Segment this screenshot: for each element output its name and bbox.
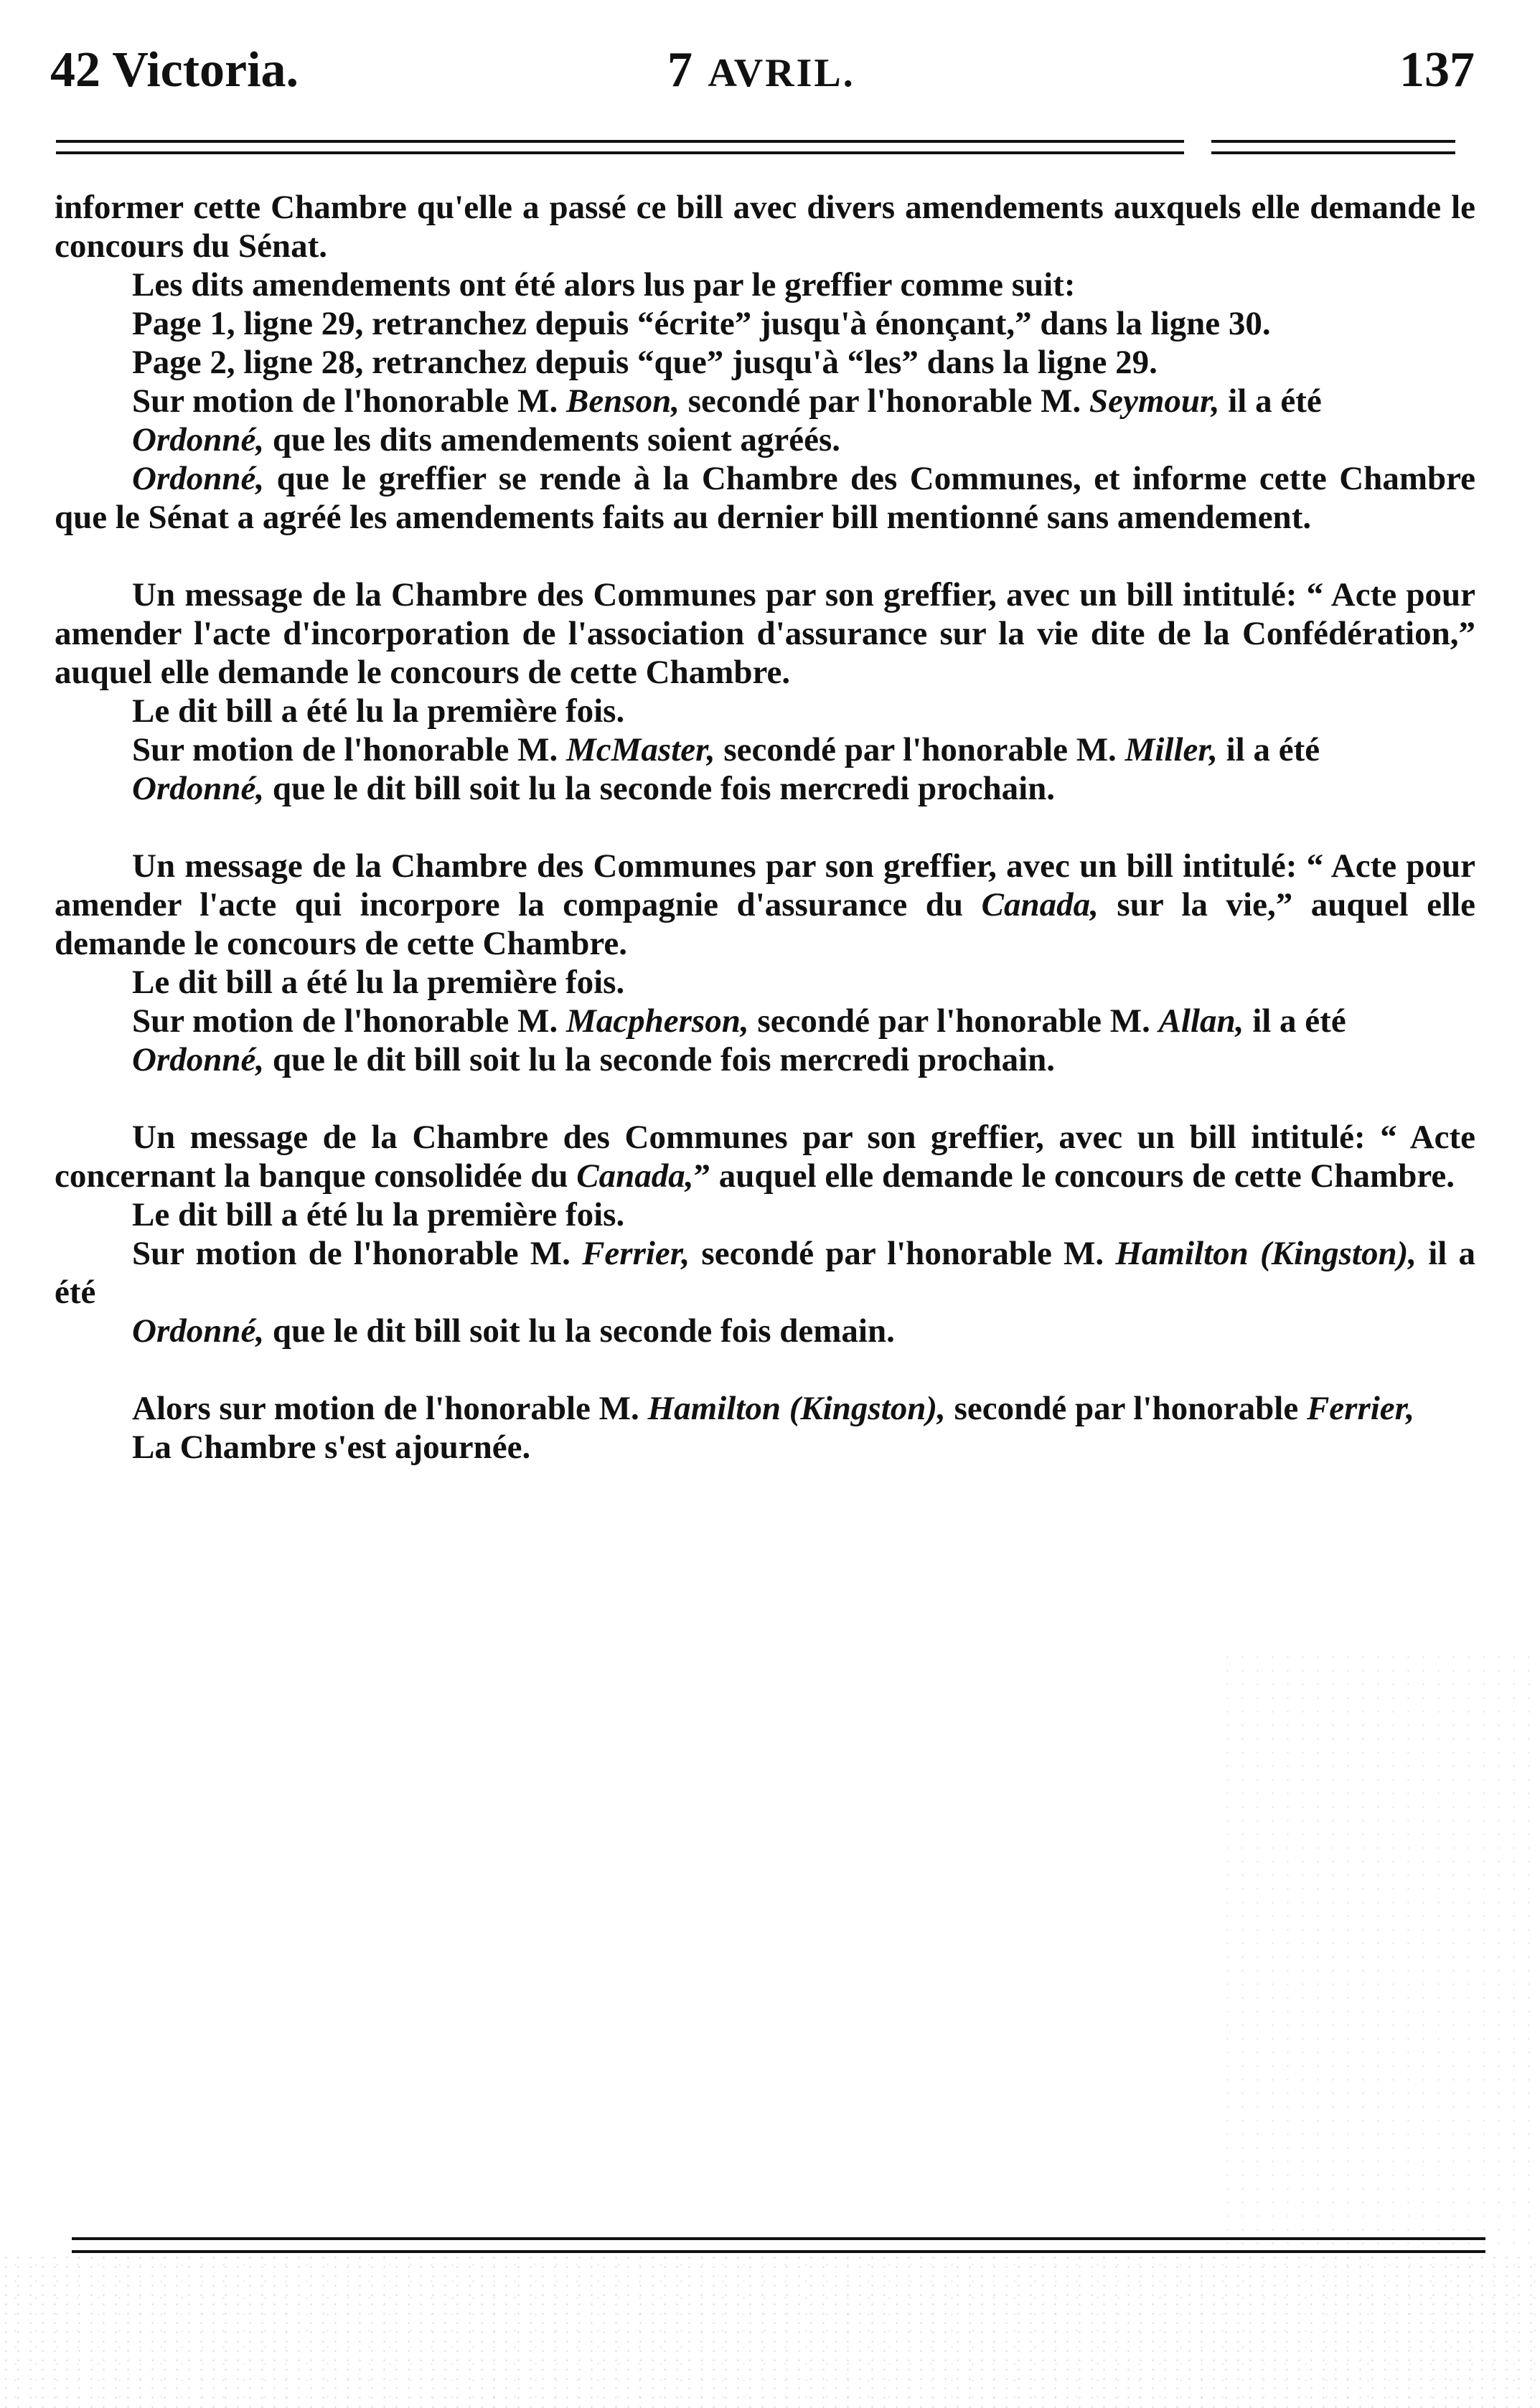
paragraph: Page 1, ligne 29, retranchez depuis “écrite” jusqu'à énonçant,” dans la ligne 30. [132,305,1271,342]
page-number: 137 [1399,42,1475,98]
header-month: AVRIL. [708,51,855,95]
paragraph: Un message de la Chambre des Communes par son greffier, avec un bill intitulé: “ Acte pour amender l'acte d'incorporation de l'association d'assurance sur la vie dite de la Confédération,” auquel elle demande le concours de cette Chambre. [55,576,1475,691]
senator-name: McMaster, [565,731,715,768]
footer-rule [72,2237,1485,2253]
paragraph: Ordonné, que le dit bill soit lu la seconde fois mercredi prochain. [132,1041,1056,1078]
document-body [55,188,1475,1467]
paragraph: Sur motion de l'honorable M. Ferrier, secondé par l'honorable M. Hamilton (Kingston), il a été [55,1235,1475,1311]
paragraph: Un message de la Chambre des Communes par son greffier, avec un bill intitulé: “ Acte pour amender l'acte qui incorpore la compagnie d'assurance du Canada, sur la vie,” auquel elle demande le concours de cette Chambre. [55,847,1476,962]
scan-noise-bottom [0,2253,1540,2408]
header-day: 7 [667,42,694,98]
paragraph: Les dits amendements ont été alors lus par le greffier comme suit: [132,266,1076,304]
paragraph: Le dit bill a été lu la première fois. [132,1196,625,1233]
paragraph: Le dit bill a été lu la première fois. [132,964,625,1001]
paragraph: Page 2, ligne 28, retranchez depuis “que” jusqu'à “les” dans la ligne 29. [132,344,1158,381]
scan-noise [1220,1650,1540,2253]
paragraph: Ordonné, que les dits amendements soient agréés. [132,421,840,458]
header-rule [56,140,1184,154]
senator-name: Miller, [1125,731,1218,768]
paragraph: Ordonné, que le dit bill soit lu la seconde fois mercredi prochain. [132,770,1056,807]
header-rule-right [1211,140,1455,154]
senator-name: Benson, [565,382,680,420]
page-header [50,42,1475,106]
senator-name: Allan, [1158,1002,1244,1040]
paragraph: Ordonné, que le dit bill soit lu la seconde fois demain. [132,1312,895,1350]
paragraph: Alors sur motion de l'honorable M. Hamilton (Kingston), secondé par l'honorable Ferrier, [132,1390,1415,1427]
paragraph: Le dit bill a été lu la première fois. [132,692,625,730]
paragraph: informer cette Chambre qu'elle a passé ce bill avec divers amendements auxquels elle demande le concours du Sénat. [55,189,1475,265]
senator-name: Macpherson, [565,1002,749,1040]
paragraph: Sur motion de l'honorable M. McMaster, secondé par l'honorable M. Miller, il a été [132,731,1320,768]
paragraph: Sur motion de l'honorable M. Benson, secondé par l'honorable M. Seymour, il a été [132,382,1322,420]
paragraph: Sur motion de l'honorable M. Macpherson, secondé par l'honorable M. Allan, il a été [132,1002,1346,1040]
senator-name: Hamilton (Kingston), [647,1390,946,1427]
senator-name: Seymour, [1089,382,1220,420]
header-session: 42 Victoria. [50,42,299,98]
senator-name: Ferrier, [582,1235,690,1272]
paragraph: La Chambre s'est ajournée. [132,1429,531,1466]
senator-name: Hamilton (Kingston), [1115,1235,1417,1272]
paragraph: Ordonné, que le greffier se rende à la Chambre des Communes, et informe cette Chambre que le Sénat a agréé les amendements faits au dernier bill mentionné sans amendement. [55,460,1475,536]
paragraph: Un message de la Chambre des Communes par son greffier, avec un bill intitulé: “ Acte concernant la banque consolidée du Canada,” auquel elle demande le concours de cette Chambre. [55,1119,1475,1195]
header-date [667,42,855,99]
senator-name: Ferrier, [1306,1390,1415,1427]
